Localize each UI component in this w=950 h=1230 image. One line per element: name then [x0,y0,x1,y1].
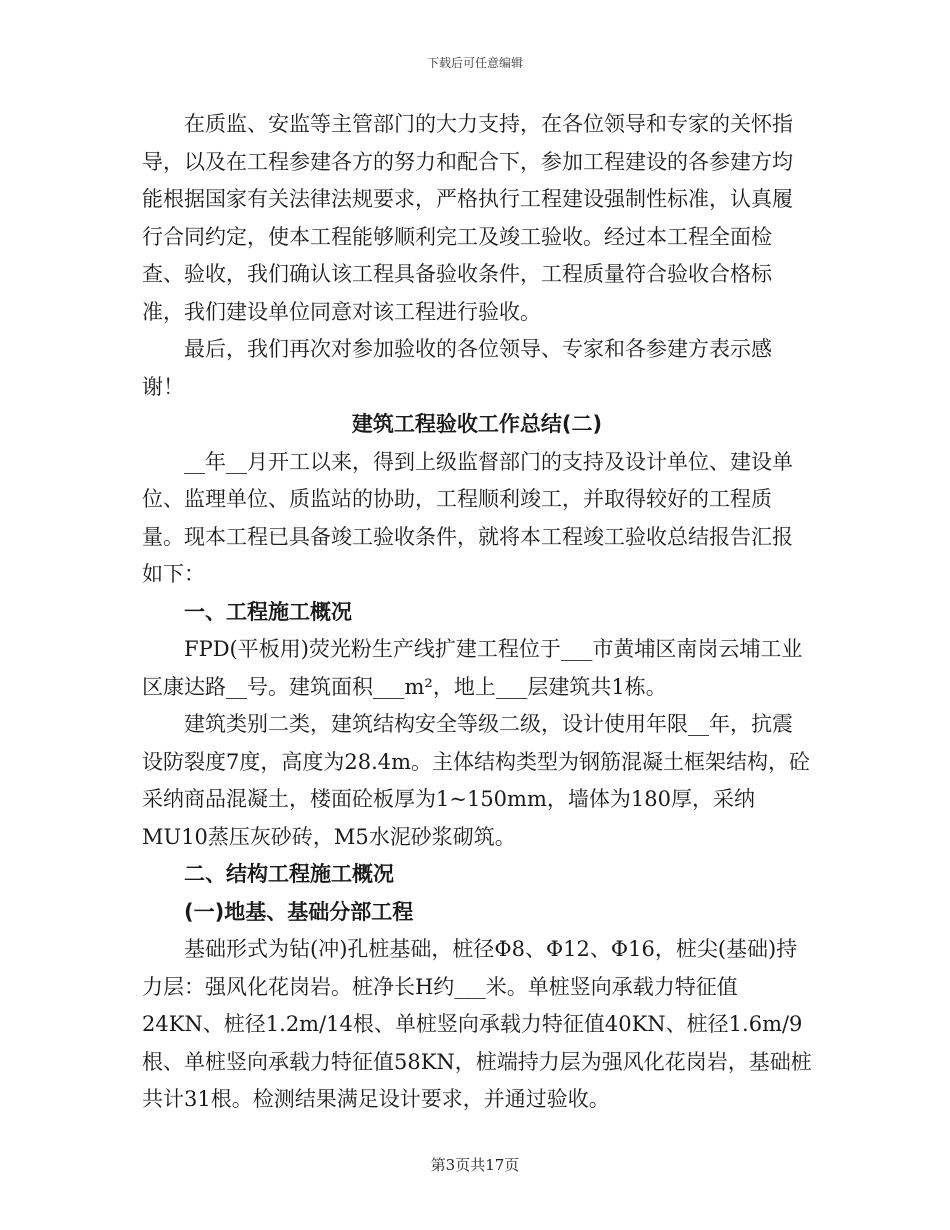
page-number: 第3页共17页 [430,1156,520,1174]
heading-construction-overview: 一、工程施工概况 [184,599,352,624]
paragraph-foundation-details: 基础形式为钻(冲)孔桩基础，桩径Φ8、Φ12、Φ16，桩尖(基础)持力层：强风化花岗岩。桩净长H约___米。单桩竖向承载力特征值24KN、桩径1.2m/14根、单桩竖向承载力特征值40KN、桩径1.6m/9根、单桩竖向承载力特征值58KN，桩端持力层为强风化花岗岩，基础桩共计31根。检测结果满足设计要求，并通过验收。 [142,937,812,1111]
paragraph-intro: __年__月开工以来，得到上级监督部门的支持及设计单位、建设单位、监理单位、质监站的协助，工程顺利竣工，并取得较好的工程质量。现本工程已具备竣工验收条件，就将本工程竣工验收总结报告汇报如下： [142,449,793,586]
page-header: 下载后可任意编辑 [426,56,523,70]
paragraph-thanks-support: 在质监、安监等主管部门的大力支持，在各位领导和专家的关怀指导，以及在工程参建各方的努力和配合下，参加工程建设的各参建方均能根据国家有关法律法规要求，严格执行工程建设强制性标准，认真履行合同约定，使本工程能够顺利完工及竣工验收。经过本工程全面检查、验收，我们确认该工程具备验收条件，工程质量符合验收合格标准，我们建设单位同意对该工程进行验收。 [142,112,793,324]
paragraph-project-location: FPD(平板用)荧光粉生产线扩建工程位于___市黄埔区南岗云埔工业区康达路__号。建筑面积___m²，地上___层建筑共1栋。 [142,637,803,699]
document-body [142,106,812,1119]
heading-structure-overview: 二、结构工程施工概况 [184,862,394,886]
paragraph-final-thanks: 最后，我们再次对参加验收的各位领导、专家和各参建方表示感谢！ [142,337,772,399]
paragraph-building-class: 建筑类别二类，建筑结构安全等级二级，设计使用年限__年，抗震设防裂度7度，高度为28.4m。主体结构类型为钢筋混凝土框架结构，砼采纳商品混凝土，楼面砼板厚为1~150mm，墙体为180厚，采纳MU10蒸压灰砂砖，M5水泥砂浆砌筑。 [142,712,811,849]
heading-foundation: (一)地基、基础分部工程 [184,899,414,924]
section-title: 建筑工程验收工作总结(二) [351,412,603,436]
